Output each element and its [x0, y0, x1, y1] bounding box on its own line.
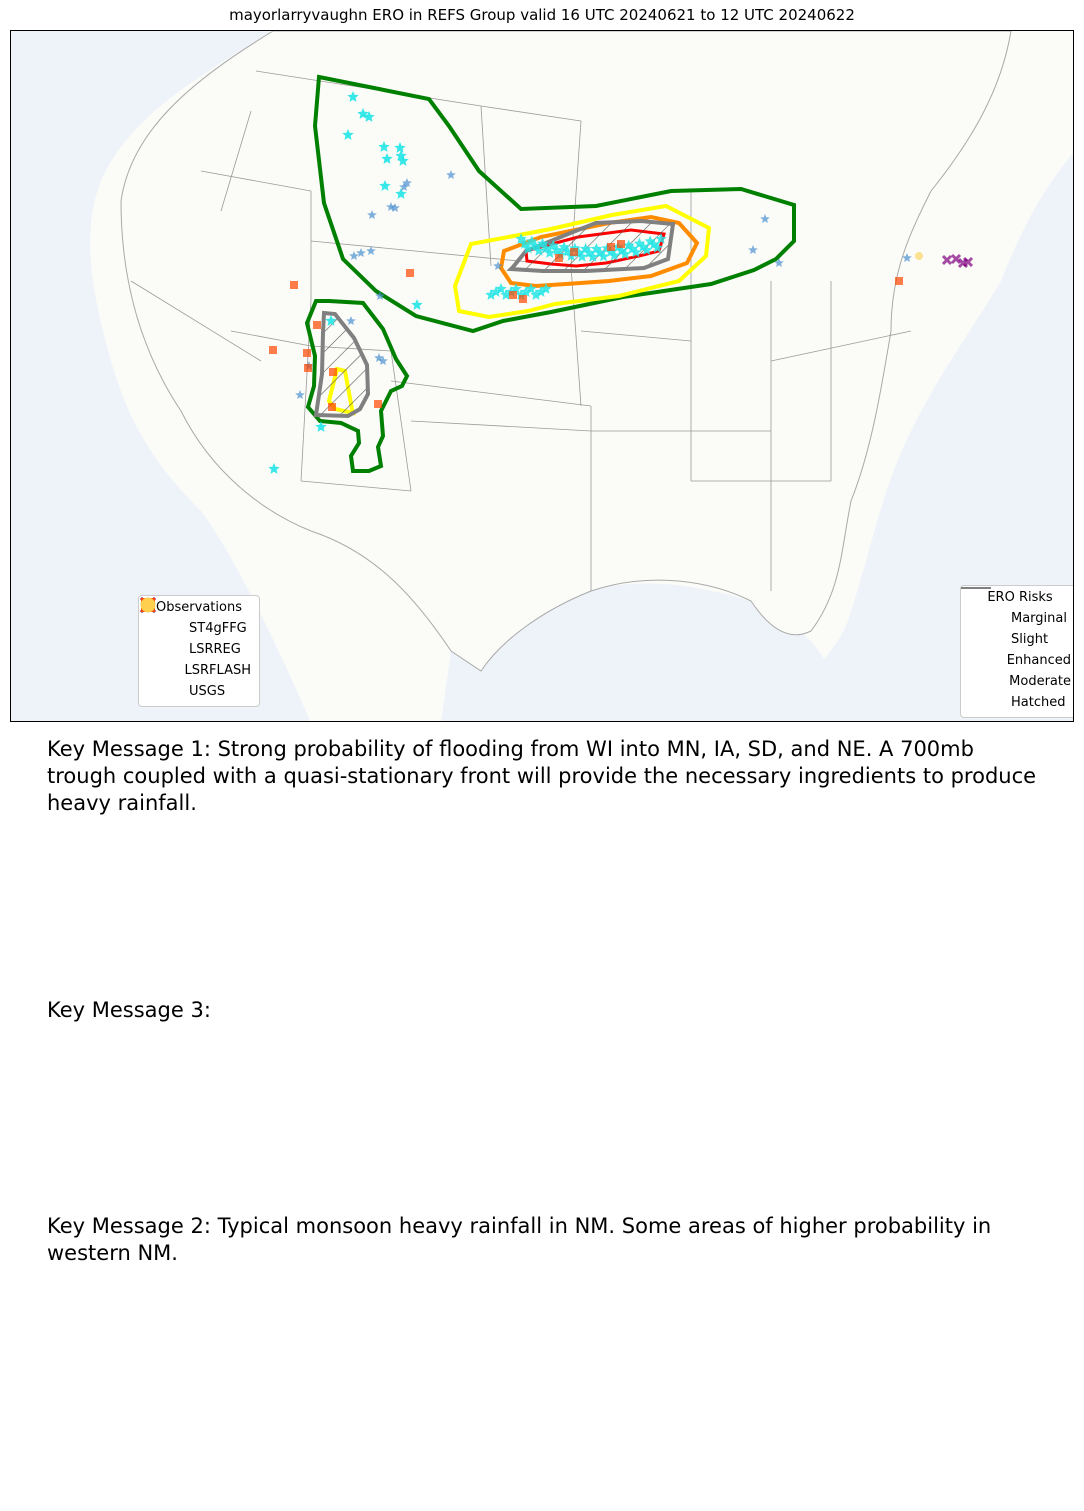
lsrflash-marker — [313, 321, 321, 329]
legend-item-moderate — [969, 671, 1071, 692]
x-icon — [147, 641, 181, 659]
ero-risks-legend — [960, 585, 1074, 718]
key-message-1: Key Message 1: Strong probability of flooding from WI into MN, IA, SD, and NE. A 700mb trough coupled with a quasi-stationary front will provide the necessary ingredients to produce heavy rainfall. — [47, 737, 1037, 815]
lsrflash-marker — [290, 281, 298, 289]
legend-item-usgs — [147, 681, 251, 702]
usgs-marker — [915, 252, 923, 260]
legend-label-st4gffg: ST4gFFG — [189, 621, 247, 636]
lsrflash-marker — [374, 400, 382, 408]
legend-label-enhanced: Enhanced — [1006, 653, 1071, 668]
legend-label-slight: Slight — [1011, 632, 1049, 647]
legend-item-enhanced — [969, 650, 1071, 671]
star-icon — [147, 620, 181, 638]
legend-item-marginal — [969, 608, 1071, 629]
line-swatch-icon — [969, 652, 999, 670]
lsrflash-marker — [570, 248, 578, 256]
legend-label-lsrflash: LSRFLASH — [184, 663, 251, 678]
legend-label-lsrreg: LSRREG — [189, 642, 241, 657]
lsrflash-marker — [509, 291, 517, 299]
ero-legend-title: ERO Risks — [987, 590, 1053, 605]
figure-title: mayorlarryvaughn ERO in REFS Group valid 16 UTC 20240621 to 12 UTC 20240622 — [229, 6, 855, 24]
legend-item-lsrreg — [147, 639, 251, 660]
legend-label-hatched: Hatched — [1011, 695, 1066, 710]
lsrflash-marker — [329, 368, 337, 376]
observations-legend-title: Observations — [156, 600, 242, 615]
observations-legend — [138, 595, 260, 707]
key-message-2: Key Message 2: Typical monsoon heavy rainfall in NM. Some areas of higher probability in western NM. — [47, 1214, 992, 1265]
lsrflash-marker — [303, 349, 311, 357]
lsrflash-marker — [555, 254, 563, 262]
line-swatch-icon — [969, 673, 1001, 691]
legend-item-slight — [969, 629, 1071, 650]
line-swatch-icon — [969, 694, 1003, 712]
lsrflash-marker — [304, 364, 312, 372]
lsrreg-marker — [943, 256, 951, 264]
lsrreg-marker — [952, 255, 960, 263]
lsrflash-marker — [406, 269, 414, 277]
lsrflash-marker — [269, 346, 277, 354]
map-panel[interactable] — [10, 30, 1074, 722]
legend-item-st4gffg — [147, 618, 251, 639]
legend-item-hatched — [969, 692, 1071, 713]
line-swatch-icon — [969, 631, 1003, 649]
circle-icon — [147, 683, 181, 701]
legend-label-usgs: USGS — [189, 684, 226, 699]
lsrflash-marker — [617, 240, 625, 248]
legend-label-moderate: Moderate — [1009, 674, 1071, 689]
square-icon — [147, 662, 177, 680]
lsrflash-marker — [328, 403, 336, 411]
key-message-3: Key Message 3: — [47, 998, 211, 1022]
lsrflash-marker — [607, 243, 615, 251]
lsrflash-marker — [519, 295, 527, 303]
legend-item-lsrflash — [147, 660, 251, 681]
line-swatch-icon — [969, 610, 1003, 628]
legend-label-marginal: Marginal — [1011, 611, 1067, 626]
lsrflash-marker — [895, 277, 903, 285]
